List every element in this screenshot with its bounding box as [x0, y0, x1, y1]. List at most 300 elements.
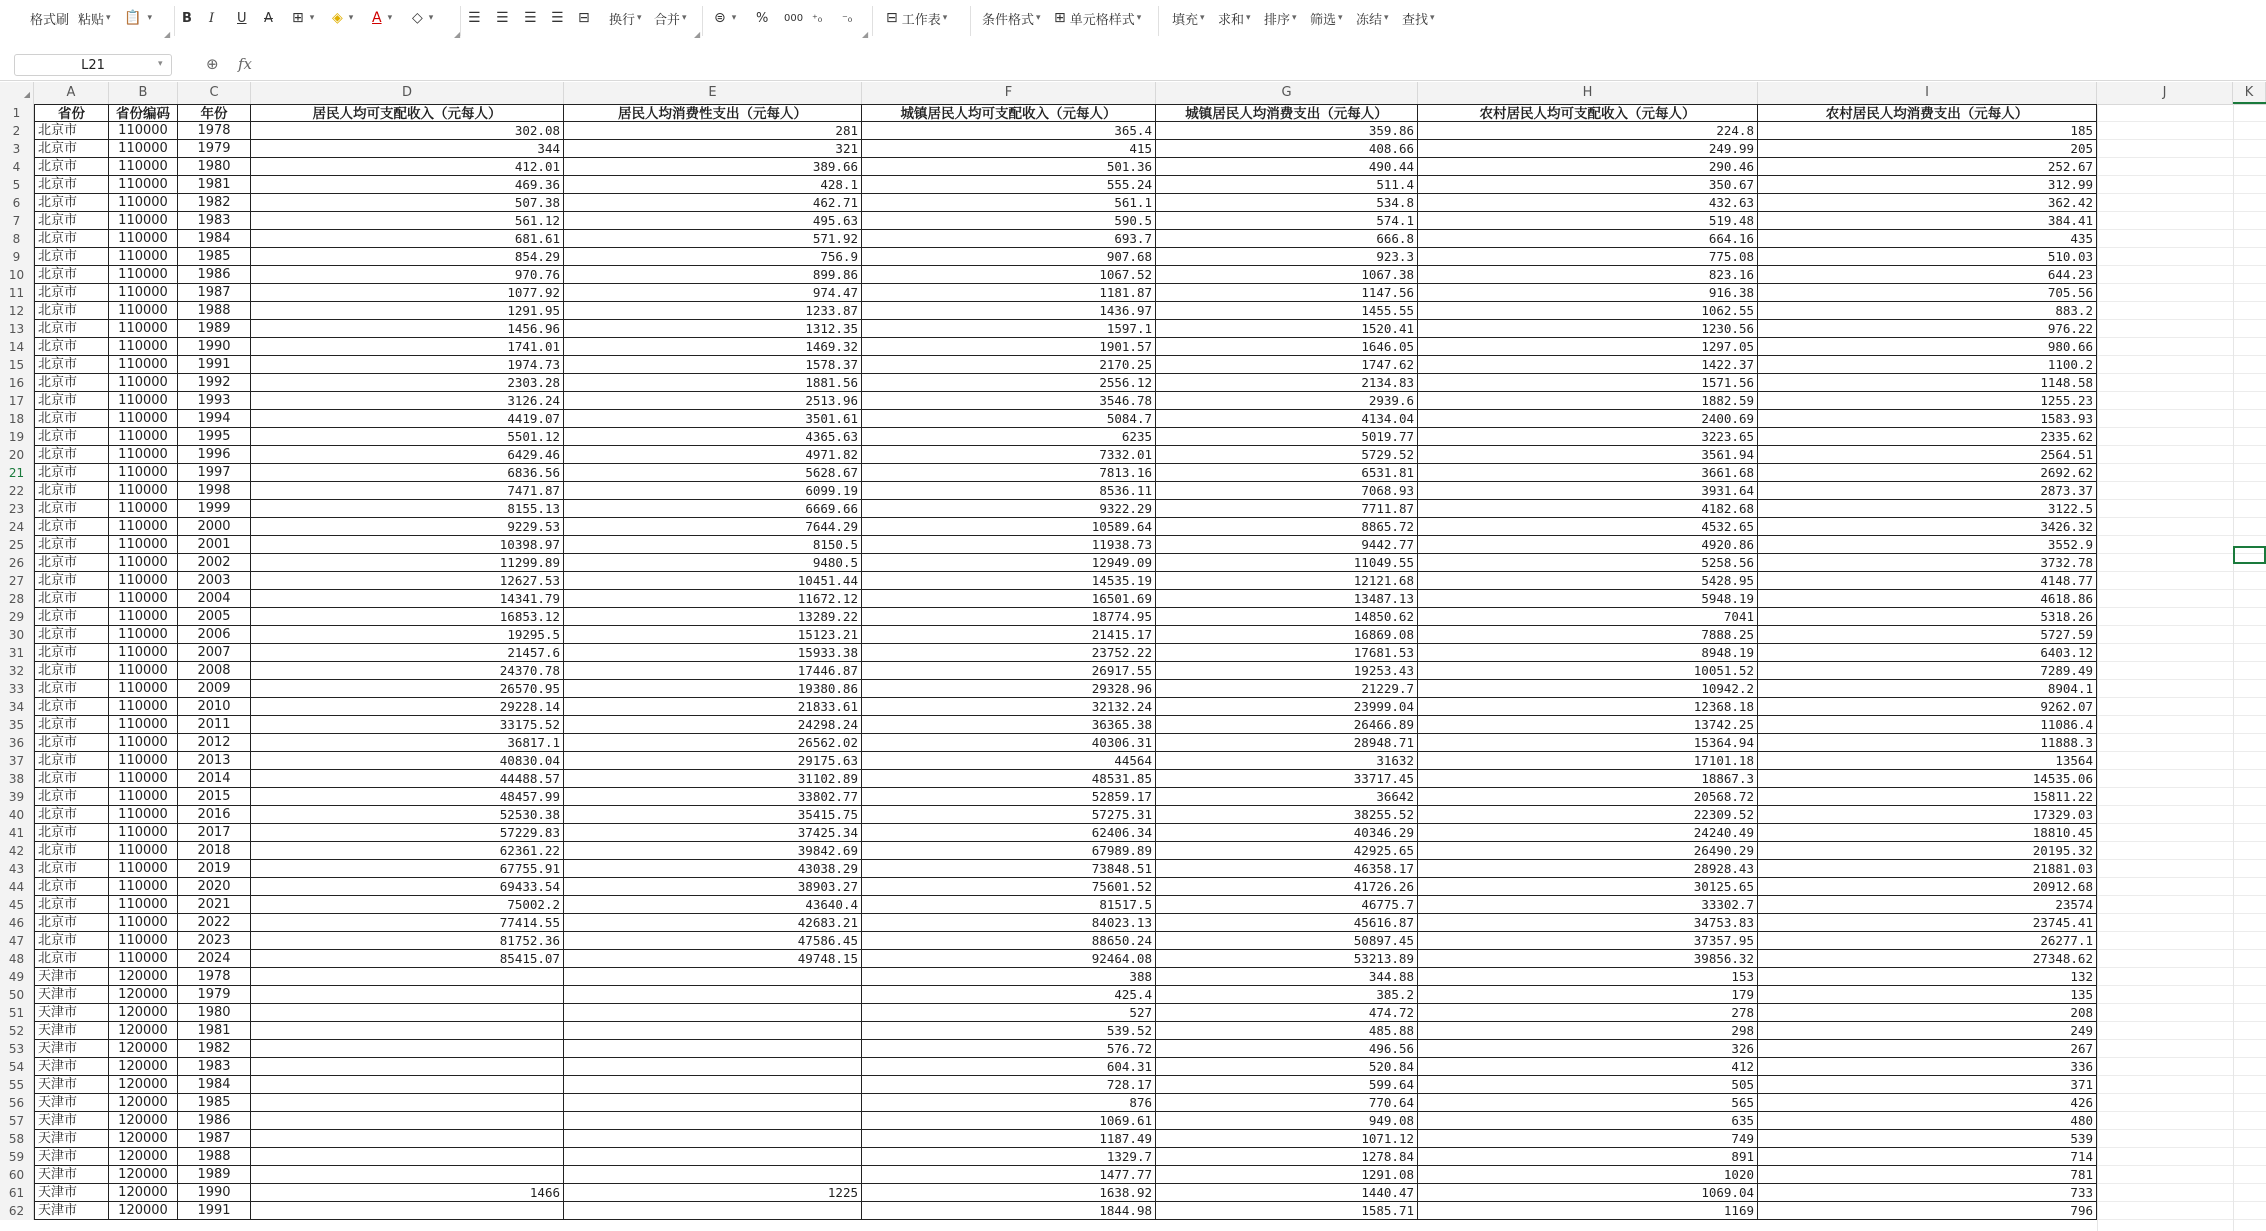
table-cell[interactable]: 17446.87 — [564, 662, 862, 680]
table-cell[interactable]: 2004 — [178, 590, 251, 608]
table-cell[interactable]: 北京市 — [34, 860, 109, 878]
table-cell[interactable]: 北京市 — [34, 500, 109, 518]
table-cell[interactable]: 8150.5 — [564, 536, 862, 554]
table-cell[interactable]: 120000 — [109, 1076, 178, 1094]
column-title-cell[interactable]: 城镇居民人均可支配收入（元每人） — [862, 104, 1156, 122]
table-cell[interactable]: 350.67 — [1418, 176, 1758, 194]
table-cell[interactable]: 3552.9 — [1758, 536, 2097, 554]
row-header[interactable]: 33 — [0, 680, 34, 698]
table-cell[interactable]: 北京市 — [34, 752, 109, 770]
table-cell[interactable]: 69433.54 — [251, 878, 564, 896]
strikethrough-button[interactable]: A — [264, 10, 273, 26]
table-cell[interactable]: 27348.62 — [1758, 950, 2097, 968]
table-cell[interactable]: 916.38 — [1418, 284, 1758, 302]
table-cell[interactable]: 435 — [1758, 230, 2097, 248]
table-cell[interactable]: 3223.65 — [1418, 428, 1758, 446]
table-cell[interactable]: 4532.65 — [1418, 518, 1758, 536]
table-cell[interactable]: 26490.29 — [1418, 842, 1758, 860]
table-cell[interactable]: 49748.15 — [564, 950, 862, 968]
table-cell[interactable]: 505 — [1418, 1076, 1758, 1094]
table-cell[interactable]: 19253.43 — [1156, 662, 1418, 680]
table-cell[interactable]: 9262.07 — [1758, 698, 2097, 716]
row-header[interactable]: 9 — [0, 248, 34, 266]
table-cell[interactable]: 110000 — [109, 230, 178, 248]
table-cell[interactable]: 16853.12 — [251, 608, 564, 626]
table-cell[interactable]: 511.4 — [1156, 176, 1418, 194]
table-cell[interactable]: 1993 — [178, 392, 251, 410]
table-cell[interactable]: 2005 — [178, 608, 251, 626]
table-cell[interactable] — [564, 986, 862, 1004]
table-cell[interactable]: 北京市 — [34, 806, 109, 824]
table-cell[interactable]: 2170.25 — [862, 356, 1156, 374]
table-cell[interactable]: 252.67 — [1758, 158, 2097, 176]
table-cell[interactable]: 北京市 — [34, 320, 109, 338]
table-cell[interactable]: 2692.62 — [1758, 464, 2097, 482]
table-cell[interactable]: 495.63 — [564, 212, 862, 230]
table-cell[interactable]: 135 — [1758, 986, 2097, 1004]
percent-button[interactable]: % — [756, 10, 769, 26]
table-cell[interactable]: 496.56 — [1156, 1040, 1418, 1058]
italic-button[interactable]: I — [209, 10, 215, 26]
table-cell[interactable]: 120000 — [109, 1130, 178, 1148]
table-cell[interactable]: 23745.41 — [1758, 914, 2097, 932]
column-header-g[interactable]: G — [1156, 82, 1418, 104]
table-cell[interactable]: 485.88 — [1156, 1022, 1418, 1040]
table-cell[interactable]: 31632 — [1156, 752, 1418, 770]
table-cell[interactable]: 10942.2 — [1418, 680, 1758, 698]
table-cell[interactable]: 1477.77 — [862, 1166, 1156, 1184]
table-cell[interactable]: 1233.87 — [564, 302, 862, 320]
row-header[interactable]: 55 — [0, 1076, 34, 1094]
table-cell[interactable]: 110000 — [109, 590, 178, 608]
table-cell[interactable]: 3546.78 — [862, 392, 1156, 410]
table-cell[interactable]: 120000 — [109, 1112, 178, 1130]
table-cell[interactable]: 1982 — [178, 194, 251, 212]
table-cell[interactable]: 45616.87 — [1156, 914, 1418, 932]
table-cell[interactable]: 1148.58 — [1758, 374, 2097, 392]
wrap-text-button[interactable]: 换行 ▾ — [609, 12, 642, 28]
table-cell[interactable]: 1978 — [178, 968, 251, 986]
table-cell[interactable]: 1999 — [178, 500, 251, 518]
row-header[interactable]: 52 — [0, 1022, 34, 1040]
table-cell[interactable]: 6429.46 — [251, 446, 564, 464]
table-cell[interactable]: 22309.52 — [1418, 806, 1758, 824]
table-cell[interactable]: 1020 — [1418, 1166, 1758, 1184]
table-cell[interactable]: 1984 — [178, 1076, 251, 1094]
table-cell[interactable]: 539 — [1758, 1130, 2097, 1148]
chevron-down-icon[interactable]: ▾ — [158, 59, 163, 69]
table-cell[interactable]: 11888.3 — [1758, 734, 2097, 752]
table-cell[interactable]: 1986 — [178, 1112, 251, 1130]
table-cell[interactable] — [564, 1202, 862, 1220]
table-cell[interactable]: 北京市 — [34, 140, 109, 158]
table-cell[interactable]: 2010 — [178, 698, 251, 716]
paste-button[interactable]: 粘贴 ▾ — [78, 12, 111, 28]
table-cell[interactable]: 40346.29 — [1156, 824, 1418, 842]
table-cell[interactable]: 3501.61 — [564, 410, 862, 428]
table-cell[interactable]: 北京市 — [34, 284, 109, 302]
table-cell[interactable]: 344 — [251, 140, 564, 158]
table-cell[interactable]: 907.68 — [862, 248, 1156, 266]
table-cell[interactable]: 110000 — [109, 842, 178, 860]
table-cell[interactable]: 北京市 — [34, 608, 109, 626]
table-cell[interactable]: 天津市 — [34, 1040, 109, 1058]
table-cell[interactable]: 1983 — [178, 212, 251, 230]
table-cell[interactable]: 681.61 — [251, 230, 564, 248]
table-cell[interactable] — [251, 1022, 564, 1040]
table-cell[interactable]: 15364.94 — [1418, 734, 1758, 752]
table-cell[interactable]: 8155.13 — [251, 500, 564, 518]
table-cell[interactable]: 110000 — [109, 446, 178, 464]
table-cell[interactable]: 42683.21 — [564, 914, 862, 932]
table-cell[interactable]: 2000 — [178, 518, 251, 536]
table-cell[interactable]: 1990 — [178, 1184, 251, 1202]
row-header[interactable]: 22 — [0, 482, 34, 500]
table-cell[interactable]: 17681.53 — [1156, 644, 1418, 662]
table-cell[interactable]: 1991 — [178, 1202, 251, 1220]
table-cell[interactable]: 7813.16 — [862, 464, 1156, 482]
table-cell[interactable]: 110000 — [109, 950, 178, 968]
table-cell[interactable]: 1230.56 — [1418, 320, 1758, 338]
table-cell[interactable]: 15123.21 — [564, 626, 862, 644]
column-header-k[interactable]: K — [2233, 82, 2266, 104]
table-cell[interactable]: 23999.04 — [1156, 698, 1418, 716]
fill-button[interactable]: 填充 ▾ — [1172, 12, 1205, 28]
table-cell[interactable]: 1987 — [178, 284, 251, 302]
table-cell[interactable]: 2016 — [178, 806, 251, 824]
table-cell[interactable]: 1979 — [178, 140, 251, 158]
table-cell[interactable]: 185 — [1758, 122, 2097, 140]
table-cell[interactable] — [251, 1166, 564, 1184]
table-cell[interactable]: 北京市 — [34, 842, 109, 860]
table-cell[interactable]: 7068.93 — [1156, 482, 1418, 500]
row-header[interactable]: 28 — [0, 590, 34, 608]
table-cell[interactable]: 384.41 — [1758, 212, 2097, 230]
table-cell[interactable]: 179 — [1418, 986, 1758, 1004]
table-cell[interactable]: 949.08 — [1156, 1112, 1418, 1130]
table-cell[interactable]: 北京市 — [34, 356, 109, 374]
table-cell[interactable]: 2022 — [178, 914, 251, 932]
row-header[interactable]: 17 — [0, 392, 34, 410]
table-cell[interactable]: 47586.45 — [564, 932, 862, 950]
table-cell[interactable]: 9229.53 — [251, 518, 564, 536]
table-cell[interactable]: 110000 — [109, 518, 178, 536]
table-cell[interactable]: 1989 — [178, 1166, 251, 1184]
table-cell[interactable]: 1100.2 — [1758, 356, 2097, 374]
table-cell[interactable]: 12368.18 — [1418, 698, 1758, 716]
table-cell[interactable]: 36817.1 — [251, 734, 564, 752]
row-header[interactable]: 53 — [0, 1040, 34, 1058]
table-cell[interactable]: 29228.14 — [251, 698, 564, 716]
table-cell[interactable]: 923.3 — [1156, 248, 1418, 266]
table-cell[interactable]: 1520.41 — [1156, 320, 1418, 338]
sum-button[interactable]: 求和 ▾ — [1218, 12, 1251, 28]
row-header[interactable]: 47 — [0, 932, 34, 950]
table-cell[interactable]: 36365.38 — [862, 716, 1156, 734]
table-cell[interactable]: 5428.95 — [1418, 572, 1758, 590]
table-cell[interactable] — [564, 1094, 862, 1112]
table-cell[interactable]: 1291.95 — [251, 302, 564, 320]
table-cell[interactable]: 974.47 — [564, 284, 862, 302]
table-cell[interactable]: 北京市 — [34, 932, 109, 950]
table-cell[interactable]: 1844.98 — [862, 1202, 1156, 1220]
table-cell[interactable]: 362.42 — [1758, 194, 2097, 212]
format-painter-button[interactable]: 格式刷 — [30, 12, 70, 28]
row-header[interactable]: 3 — [0, 140, 34, 158]
row-header[interactable]: 56 — [0, 1094, 34, 1112]
table-cell[interactable] — [251, 1076, 564, 1094]
table-cell[interactable]: 3126.24 — [251, 392, 564, 410]
table-cell[interactable]: 天津市 — [34, 968, 109, 986]
table-cell[interactable]: 1992 — [178, 374, 251, 392]
table-cell[interactable]: 2939.6 — [1156, 392, 1418, 410]
table-cell[interactable]: 天津市 — [34, 1076, 109, 1094]
table-cell[interactable]: 67989.89 — [862, 842, 1156, 860]
table-cell[interactable] — [251, 968, 564, 986]
table-cell[interactable]: 7711.87 — [1156, 500, 1418, 518]
table-cell[interactable]: 4419.07 — [251, 410, 564, 428]
table-cell[interactable] — [564, 1130, 862, 1148]
table-cell[interactable]: 1291.08 — [1156, 1166, 1418, 1184]
table-cell[interactable]: 40830.04 — [251, 752, 564, 770]
row-header[interactable]: 18 — [0, 410, 34, 428]
table-cell[interactable]: 26917.55 — [862, 662, 1156, 680]
row-header[interactable]: 5 — [0, 176, 34, 194]
row-header[interactable]: 38 — [0, 770, 34, 788]
row-header[interactable]: 25 — [0, 536, 34, 554]
number-format-button[interactable] — [714, 0, 736, 36]
find-button[interactable]: 查找 ▾ — [1402, 12, 1435, 28]
table-cell[interactable]: 249 — [1758, 1022, 2097, 1040]
table-cell[interactable]: 728.17 — [862, 1076, 1156, 1094]
table-cell[interactable]: 110000 — [109, 752, 178, 770]
column-header-e[interactable]: E — [564, 82, 862, 104]
table-cell[interactable]: 110000 — [109, 266, 178, 284]
row-header[interactable]: 37 — [0, 752, 34, 770]
table-cell[interactable]: 北京市 — [34, 248, 109, 266]
table-cell[interactable]: 67755.91 — [251, 860, 564, 878]
table-cell[interactable]: 110000 — [109, 356, 178, 374]
row-header[interactable]: 45 — [0, 896, 34, 914]
table-cell[interactable]: 110000 — [109, 374, 178, 392]
table-cell[interactable] — [564, 1058, 862, 1076]
filter-button[interactable]: 筛选 ▾ — [1310, 12, 1343, 28]
table-cell[interactable]: 110000 — [109, 158, 178, 176]
table-cell[interactable]: 7644.29 — [564, 518, 862, 536]
table-cell[interactable]: 1466 — [251, 1184, 564, 1202]
table-cell[interactable]: 781 — [1758, 1166, 2097, 1184]
column-header-i[interactable]: I — [1758, 82, 2097, 104]
row-header[interactable]: 10 — [0, 266, 34, 284]
column-title-cell[interactable]: 年份 — [178, 104, 251, 122]
table-cell[interactable]: 1994 — [178, 410, 251, 428]
table-cell[interactable]: 3122.5 — [1758, 500, 2097, 518]
table-cell[interactable]: 1638.92 — [862, 1184, 1156, 1202]
table-cell[interactable] — [251, 1130, 564, 1148]
freeze-button[interactable]: 冻结 ▾ — [1356, 12, 1389, 28]
table-cell[interactable]: 110000 — [109, 248, 178, 266]
table-cell[interactable]: 823.16 — [1418, 266, 1758, 284]
table-cell[interactable]: 1741.01 — [251, 338, 564, 356]
table-cell[interactable]: 267 — [1758, 1040, 2097, 1058]
row-header[interactable]: 1 — [0, 104, 34, 122]
table-cell[interactable]: 132 — [1758, 968, 2097, 986]
table-cell[interactable]: 天津市 — [34, 1022, 109, 1040]
distribute-button[interactable] — [578, 0, 594, 36]
table-cell[interactable]: 81517.5 — [862, 896, 1156, 914]
table-cell[interactable]: 8865.72 — [1156, 518, 1418, 536]
table-cell[interactable]: 北京市 — [34, 410, 109, 428]
table-cell[interactable]: 110000 — [109, 626, 178, 644]
row-header[interactable]: 13 — [0, 320, 34, 338]
table-cell[interactable]: 1440.47 — [1156, 1184, 1418, 1202]
table-cell[interactable]: 天津市 — [34, 1166, 109, 1184]
table-cell[interactable]: 336 — [1758, 1058, 2097, 1076]
table-cell[interactable] — [564, 968, 862, 986]
row-header[interactable]: 34 — [0, 698, 34, 716]
table-cell[interactable]: 85415.07 — [251, 950, 564, 968]
table-cell[interactable]: 120000 — [109, 1040, 178, 1058]
table-cell[interactable]: 1998 — [178, 482, 251, 500]
table-cell[interactable]: 110000 — [109, 464, 178, 482]
table-cell[interactable]: 24240.49 — [1418, 824, 1758, 842]
table-cell[interactable]: 644.23 — [1758, 266, 2097, 284]
table-cell[interactable]: 6099.19 — [564, 482, 862, 500]
table-cell[interactable]: 1187.49 — [862, 1130, 1156, 1148]
table-cell[interactable]: 1169 — [1418, 1202, 1758, 1220]
row-header[interactable]: 49 — [0, 968, 34, 986]
row-header[interactable]: 4 — [0, 158, 34, 176]
table-cell[interactable]: 8536.11 — [862, 482, 1156, 500]
table-cell[interactable]: 天津市 — [34, 1112, 109, 1130]
column-title-cell[interactable]: 省份 — [34, 104, 109, 122]
border-button[interactable] — [292, 0, 314, 36]
table-cell[interactable]: 412 — [1418, 1058, 1758, 1076]
table-cell[interactable]: 970.76 — [251, 266, 564, 284]
spreadsheet-grid[interactable] — [0, 82, 2266, 1231]
row-header[interactable]: 59 — [0, 1148, 34, 1166]
row-header[interactable]: 48 — [0, 950, 34, 968]
table-cell[interactable]: 北京市 — [34, 212, 109, 230]
table-cell[interactable]: 北京市 — [34, 518, 109, 536]
table-cell[interactable]: 31102.89 — [564, 770, 862, 788]
table-cell[interactable]: 40306.31 — [862, 734, 1156, 752]
table-cell[interactable]: 33302.7 — [1418, 896, 1758, 914]
table-cell[interactable]: 天津市 — [34, 1184, 109, 1202]
table-cell[interactable]: 50897.45 — [1156, 932, 1418, 950]
table-cell[interactable]: 412.01 — [251, 158, 564, 176]
table-cell[interactable]: 37357.95 — [1418, 932, 1758, 950]
table-cell[interactable]: 7888.25 — [1418, 626, 1758, 644]
table-cell[interactable]: 1979 — [178, 986, 251, 1004]
table-cell[interactable]: 18774.95 — [862, 608, 1156, 626]
table-cell[interactable]: 1181.87 — [862, 284, 1156, 302]
row-header[interactable]: 19 — [0, 428, 34, 446]
table-cell[interactable]: 1984 — [178, 230, 251, 248]
table-cell[interactable]: 110000 — [109, 536, 178, 554]
table-cell[interactable]: 20195.32 — [1758, 842, 2097, 860]
table-cell[interactable] — [251, 1040, 564, 1058]
table-cell[interactable]: 980.66 — [1758, 338, 2097, 356]
sort-button[interactable]: 排序 ▾ — [1264, 12, 1297, 28]
table-cell[interactable]: 527 — [862, 1004, 1156, 1022]
table-cell[interactable]: 17329.03 — [1758, 806, 2097, 824]
table-cell[interactable]: 249.99 — [1418, 140, 1758, 158]
row-header[interactable]: 36 — [0, 734, 34, 752]
row-header[interactable]: 42 — [0, 842, 34, 860]
row-header[interactable]: 50 — [0, 986, 34, 1004]
table-cell[interactable]: 120000 — [109, 968, 178, 986]
table-cell[interactable]: 519.48 — [1418, 212, 1758, 230]
table-cell[interactable]: 北京市 — [34, 158, 109, 176]
table-cell[interactable]: 733 — [1758, 1184, 2097, 1202]
table-cell[interactable]: 1583.93 — [1758, 410, 2097, 428]
table-cell[interactable]: 9322.29 — [862, 500, 1156, 518]
table-cell[interactable]: 371 — [1758, 1076, 2097, 1094]
table-cell[interactable]: 1995 — [178, 428, 251, 446]
table-cell[interactable]: 539.52 — [862, 1022, 1156, 1040]
table-cell[interactable]: 1981 — [178, 1022, 251, 1040]
table-cell[interactable]: 21881.03 — [1758, 860, 2097, 878]
table-cell[interactable]: 92464.08 — [862, 950, 1156, 968]
table-cell[interactable]: 1297.05 — [1418, 338, 1758, 356]
table-cell[interactable]: 2006 — [178, 626, 251, 644]
table-cell[interactable]: 854.29 — [251, 248, 564, 266]
table-cell[interactable]: 1278.84 — [1156, 1148, 1418, 1166]
table-cell[interactable]: 110000 — [109, 788, 178, 806]
table-cell[interactable]: 2014 — [178, 770, 251, 788]
table-cell[interactable]: 6235 — [862, 428, 1156, 446]
table-cell[interactable]: 11299.89 — [251, 554, 564, 572]
table-cell[interactable]: 344.88 — [1156, 968, 1418, 986]
table-cell[interactable]: 北京市 — [34, 662, 109, 680]
table-cell[interactable]: 2019 — [178, 860, 251, 878]
table-cell[interactable]: 天津市 — [34, 1148, 109, 1166]
table-cell[interactable]: 1255.23 — [1758, 392, 2097, 410]
column-title-cell[interactable]: 居民人均可支配收入（元每人） — [251, 104, 564, 122]
table-cell[interactable]: 501.36 — [862, 158, 1156, 176]
table-cell[interactable]: 北京市 — [34, 374, 109, 392]
table-cell[interactable]: 120000 — [109, 1148, 178, 1166]
table-cell[interactable]: 北京市 — [34, 230, 109, 248]
table-cell[interactable]: 120000 — [109, 1004, 178, 1022]
column-header-h[interactable]: H — [1418, 82, 1758, 104]
row-header[interactable]: 15 — [0, 356, 34, 374]
table-cell[interactable]: 北京市 — [34, 896, 109, 914]
table-cell[interactable]: 1901.57 — [862, 338, 1156, 356]
table-cell[interactable]: 120000 — [109, 1202, 178, 1220]
table-cell[interactable]: 26570.95 — [251, 680, 564, 698]
column-header-c[interactable]: C — [178, 82, 251, 104]
table-cell[interactable]: 1978 — [178, 122, 251, 140]
row-header[interactable]: 62 — [0, 1202, 34, 1220]
table-cell[interactable]: 北京市 — [34, 626, 109, 644]
table-cell[interactable]: 110000 — [109, 680, 178, 698]
table-cell[interactable]: 12627.53 — [251, 572, 564, 590]
table-cell[interactable]: 120000 — [109, 1184, 178, 1202]
table-cell[interactable]: 北京市 — [34, 266, 109, 284]
table-cell[interactable]: 18867.3 — [1418, 770, 1758, 788]
table-cell[interactable] — [251, 1202, 564, 1220]
table-cell[interactable]: 110000 — [109, 644, 178, 662]
table-cell[interactable]: 6836.56 — [251, 464, 564, 482]
active-cell[interactable] — [2233, 546, 2266, 564]
table-cell[interactable]: 408.66 — [1156, 140, 1418, 158]
table-cell[interactable]: 110000 — [109, 194, 178, 212]
table-cell[interactable]: 110000 — [109, 176, 178, 194]
table-cell[interactable]: 425.4 — [862, 986, 1156, 1004]
row-header[interactable]: 12 — [0, 302, 34, 320]
